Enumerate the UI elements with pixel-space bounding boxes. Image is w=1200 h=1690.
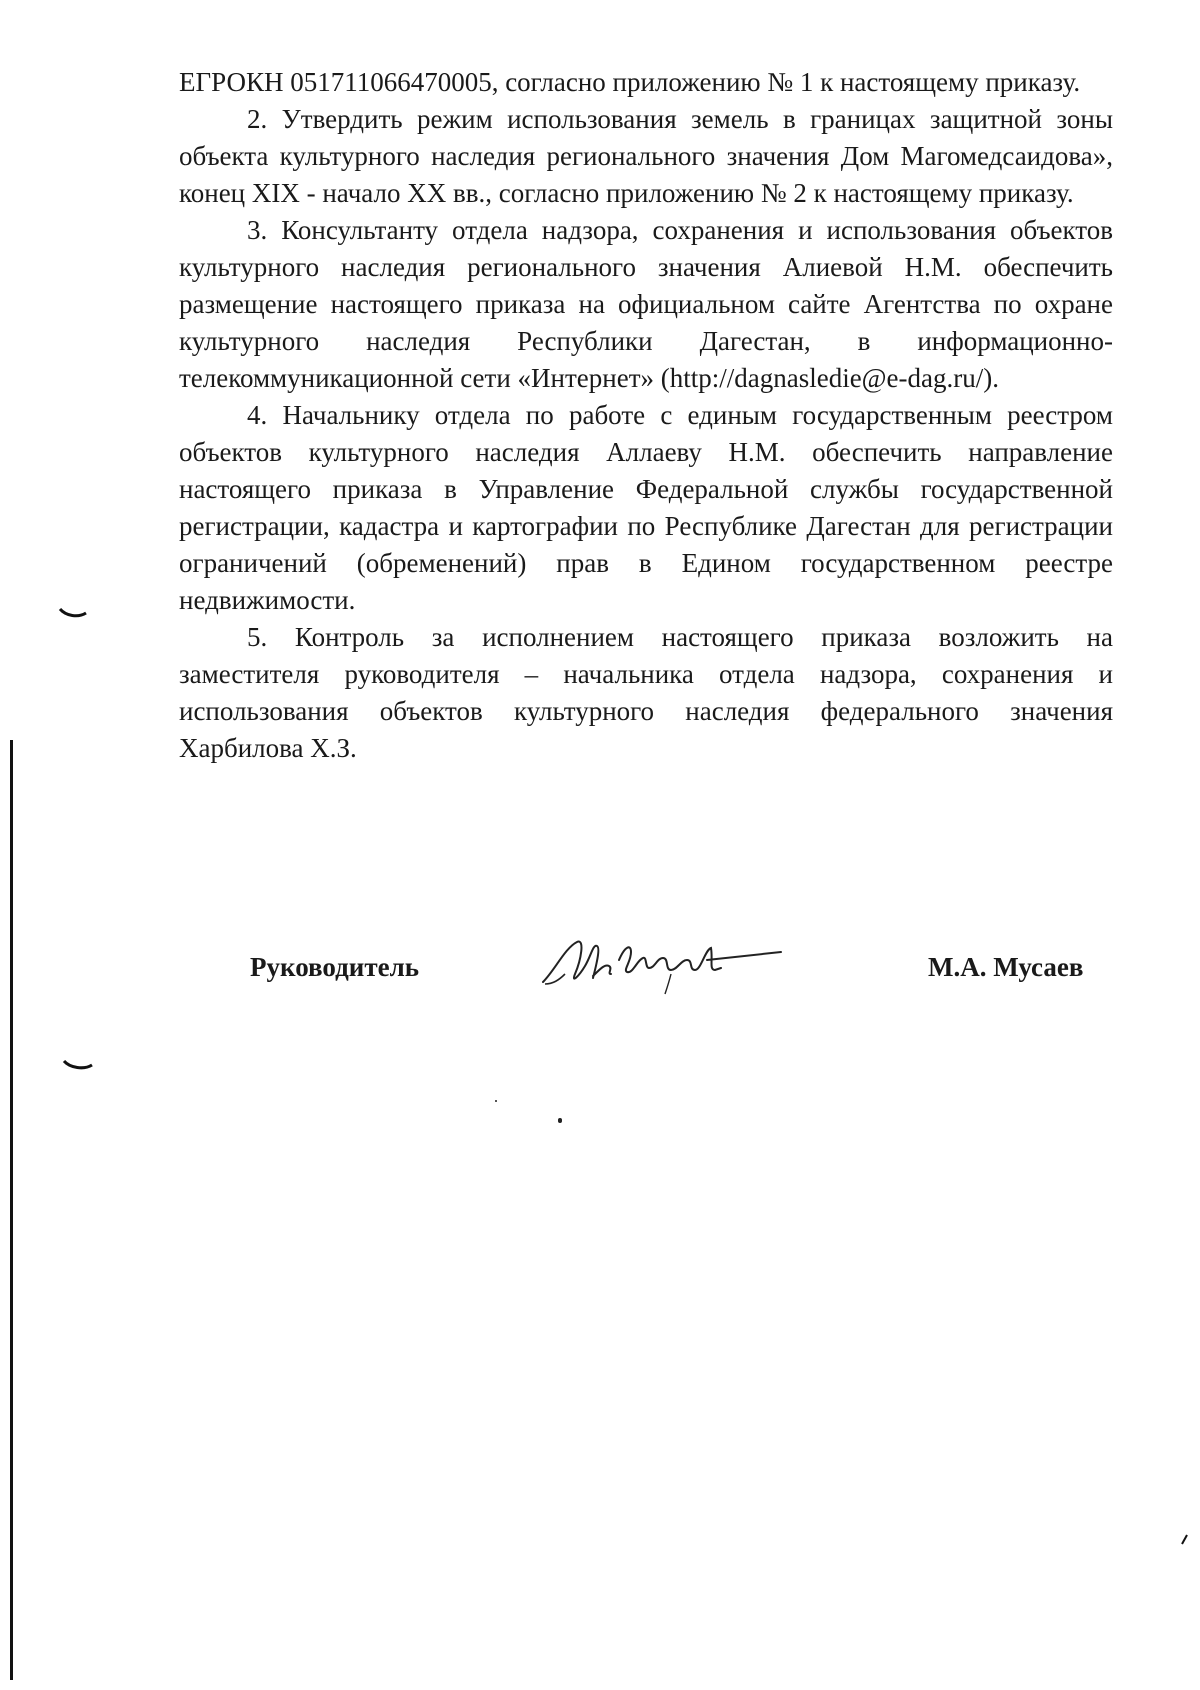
signature-block: [0, 930, 1200, 990]
handwritten-signature-icon: [535, 930, 785, 1000]
paragraph-5: 5. Контроль за исполнением настоящего приказа возложить на заместителя руководителя – начальника отдела надзора, сохранения и использования объектов культурного наследия федерального значения Харбилова Х.З.: [179, 622, 1113, 763]
paragraph-continuation: ЕГРОКН 051711066470005, согласно приложению № 1 к настоящему приказу.: [179, 67, 1081, 97]
scan-mark-icon: [1178, 1533, 1190, 1547]
scan-dot: [495, 1100, 497, 1102]
scan-mark-icon: [62, 1058, 94, 1072]
scan-mark-icon: [58, 606, 88, 620]
document-body: [179, 64, 1113, 767]
paragraph-4: 4. Начальнику отдела по работе с единым государственным реестром объектов культурного наследия Аллаеву Н.М. обеспечить направление настоящего приказа в Управление Федеральной службы государственной регистрации, кадастра и картографии по Республике Дагестан для регистрации ограничений (обременений) прав в Едином государственном реестре недвижимости.: [179, 400, 1113, 615]
signatory-position: Руководитель: [250, 952, 420, 982]
signatory-name: М.А. Мусаев: [928, 952, 1084, 982]
scan-edge-line: [10, 740, 13, 1680]
paragraph-2: 2. Утвердить режим использования земель в границах защитной зоны объекта культурного наследия регионального значения Дом Магомедсаидова», конец XIX - начало XX вв., согласно приложению № 2 к настоящему приказу.: [179, 104, 1113, 208]
paragraph-3: 3. Консультанту отдела надзора, сохранения и использования объектов культурного наследия регионального значения Алиевой Н.М. обеспечить размещение настоящего приказа на официальном сайте Агентства по охране культурного наследия Республики Дагестан, в информационно-телекоммуникационной сети «Интернет» (http://dagnasledie@e-dag.ru/).: [179, 215, 1113, 393]
scan-dot: [558, 1118, 562, 1123]
